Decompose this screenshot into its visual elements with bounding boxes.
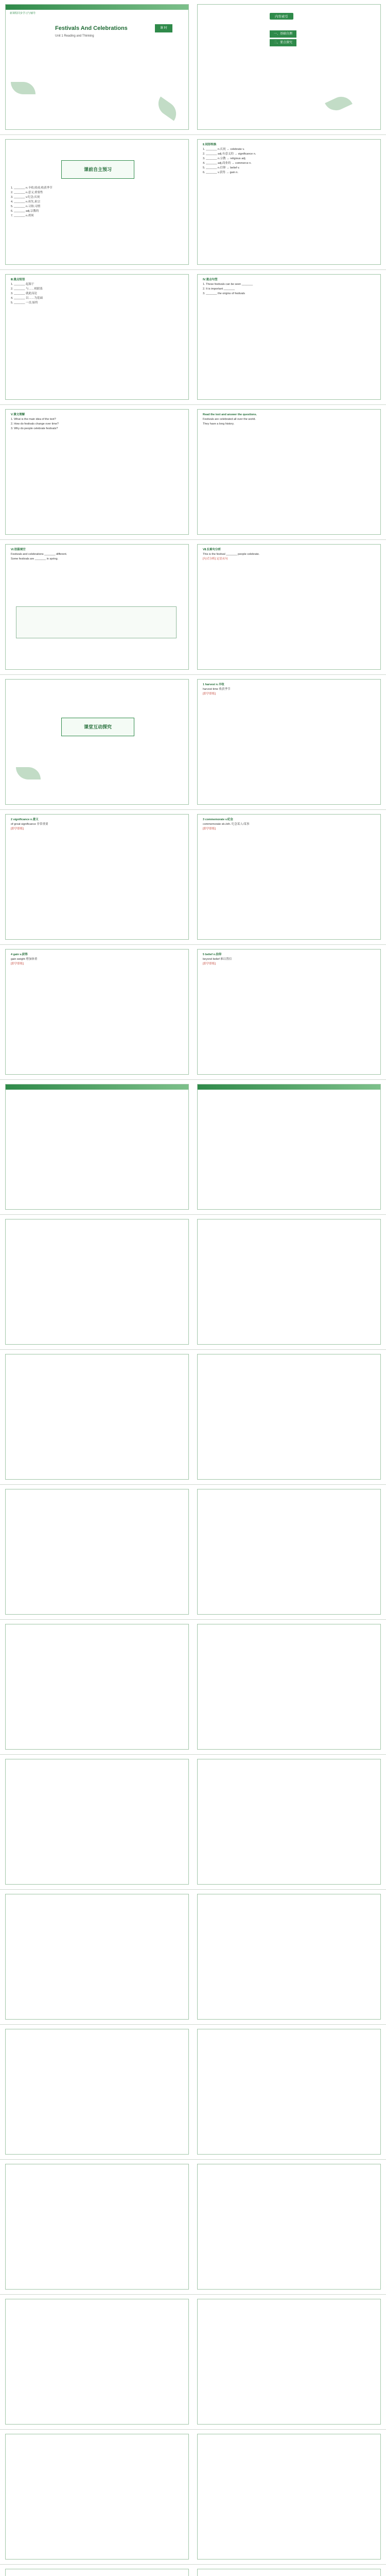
row-9 xyxy=(0,1080,386,1215)
word-line: 1. _______ n.庆祝 → celebrate v. xyxy=(203,148,245,151)
vocab-line: 3. _______ v.纪念;庆祝 xyxy=(11,196,40,199)
content-slide xyxy=(5,2434,189,2560)
point-line: of great significance 非常重要 xyxy=(11,823,48,826)
content-slide xyxy=(5,2569,189,2576)
point-heading: 3 commemorate v.纪念 xyxy=(203,818,233,821)
section-heading: Ⅱ.词形转换 xyxy=(203,143,217,146)
point-line: gain weight 增加体重 xyxy=(11,958,38,961)
question-line: 3. Why do people celebrate festivals? xyxy=(11,427,58,430)
row-19 xyxy=(0,2430,386,2565)
row-16 xyxy=(0,2025,386,2160)
point-slide-1 xyxy=(197,679,381,805)
section-heading: Ⅳ.重点句型 xyxy=(203,278,218,281)
point-heading: 5 belief n.信仰 xyxy=(203,953,222,956)
point-line: harvest time 收获季节 xyxy=(203,688,231,691)
point-slide-4 xyxy=(5,949,189,1075)
row-12 xyxy=(0,1485,386,1620)
point-list xyxy=(198,950,380,967)
cover-title: Festivals And Celebrations xyxy=(55,25,128,31)
row-6 xyxy=(0,675,386,810)
vocab-line: 6. _______ adj.宗教的 xyxy=(11,210,39,213)
cloze-slide xyxy=(5,544,189,670)
reading-slide xyxy=(197,409,381,535)
content-slide xyxy=(197,2569,381,2576)
row-14 xyxy=(0,1755,386,1890)
sentence-line: 3. _______ the origins of festivals xyxy=(203,292,245,295)
reading-list xyxy=(198,410,380,427)
reading-line: Festivals are celebrated all over the world. xyxy=(203,418,256,421)
content-slide xyxy=(5,1894,189,2020)
point-slide-2 xyxy=(5,814,189,940)
row-3 xyxy=(0,270,386,405)
question-line: 2. How do festivals change over time? xyxy=(11,422,59,426)
content-slide xyxy=(197,2299,381,2425)
point-list xyxy=(6,950,188,967)
point-line: beyond belief 难以置信 xyxy=(203,958,232,961)
row-20 xyxy=(0,2565,386,2576)
content-slide xyxy=(197,2434,381,2560)
leaf-decoration xyxy=(16,767,41,779)
content-slide xyxy=(197,2164,381,2290)
row-4 xyxy=(0,405,386,540)
practice-label: [即学即练] xyxy=(203,827,216,831)
sentence-line: 1. These festivals can be seen _______ xyxy=(203,283,253,286)
content-slide xyxy=(197,1489,381,1615)
phrase-slide xyxy=(5,274,189,400)
word-line: 2. _______ adj.有意义的 → significance n. xyxy=(203,152,256,156)
slide-top-bar xyxy=(6,1084,188,1090)
index-slide xyxy=(197,4,381,130)
vocab-list xyxy=(6,140,188,218)
word-line: 5. _______ n.信仰 → belief v. xyxy=(203,166,240,170)
row-5 xyxy=(0,540,386,675)
cover-unit-line: Unit 1 Reading and Thinking xyxy=(55,35,94,38)
content-slide xyxy=(5,1084,189,1210)
vocab-line: 4. _______ n.祖先,祖宗 xyxy=(11,200,41,204)
leaf-decoration xyxy=(325,93,353,114)
word-line: 6. _______ v.获得 → gain n. xyxy=(203,171,238,174)
point-line: commemorate sb./sth. 纪念某人/某事 xyxy=(203,823,250,826)
content-slide xyxy=(197,1084,381,1210)
content-slide xyxy=(197,1219,381,1345)
slide-top-bar xyxy=(198,1084,380,1090)
point-heading: 1 harvest n.丰收 xyxy=(203,683,224,686)
row-11 xyxy=(0,1350,386,1485)
leaf-decoration xyxy=(11,82,36,94)
preview-slide xyxy=(5,139,189,265)
leaf-decoration xyxy=(153,96,181,121)
slide-top-bar xyxy=(6,5,188,10)
index-item[interactable]: 一、基础自测 xyxy=(270,30,296,38)
practice-label: [即学即练] xyxy=(11,962,24,965)
analysis-note: [句式分析] 定语从句 xyxy=(203,557,228,561)
cloze-line: Festivals and celebrations _______ different. xyxy=(11,553,67,556)
section-heading: Ⅶ.长难句分析 xyxy=(203,548,221,551)
row-13 xyxy=(0,1620,386,1755)
cloze-list xyxy=(6,545,188,562)
content-slide xyxy=(197,1759,381,1885)
content-slide xyxy=(5,1354,189,1480)
content-slide xyxy=(197,1354,381,1480)
analysis-slide xyxy=(197,544,381,670)
section-heading: Ⅵ.语篇填空 xyxy=(11,548,26,551)
vocab-line: 5. _______ n.习俗;习惯 xyxy=(11,205,41,208)
point-list xyxy=(6,815,188,832)
content-slide xyxy=(197,2029,381,2155)
practice-label: [即学即练] xyxy=(11,827,24,831)
row-17 xyxy=(0,2160,386,2295)
row-10 xyxy=(0,1215,386,1350)
point-heading: 4 gain v.获得 xyxy=(11,953,28,956)
index-item[interactable]: 二、要点探究 xyxy=(270,39,296,46)
phrase-list xyxy=(6,275,188,306)
row-8 xyxy=(0,945,386,1080)
content-slide xyxy=(5,1489,189,1615)
phrase-line: 3. _______ 就此而论 xyxy=(11,292,38,295)
sentence-slide xyxy=(197,274,381,400)
word-form-slide xyxy=(197,139,381,265)
content-slide xyxy=(5,2299,189,2425)
phrase-line: 5. _______ 一直;始终 xyxy=(11,301,38,304)
row-7 xyxy=(0,810,386,945)
row-1 xyxy=(0,0,386,135)
vocab-line: 2. _______ n.意义;重要性 xyxy=(11,191,43,194)
point-list xyxy=(198,815,380,832)
analysis-list xyxy=(198,545,380,562)
publisher-label: 新课程同步学习与辅导 xyxy=(10,12,36,15)
content-slide xyxy=(5,1759,189,1885)
phrase-line: 4. _______ 以……为基础 xyxy=(11,297,43,300)
point-slide-5 xyxy=(197,949,381,1075)
sentence-list xyxy=(198,275,380,296)
question-line: 1. What is the main idea of the text? xyxy=(11,418,56,421)
word-line: 4. _______ adj.商业的 → commerce n. xyxy=(203,162,252,165)
cloze-line: Some festivals are _______ in spring. xyxy=(11,557,59,561)
sentence-line: 2. It is important _______ xyxy=(203,287,235,291)
analysis-line: This is the festival _______ people celebrate. xyxy=(203,553,260,556)
row-15 xyxy=(0,1890,386,2025)
vocab-line: 7. _______ n.胡须 xyxy=(11,214,34,217)
word-line: 3. _______ n.宗教 → religious adj. xyxy=(203,157,247,160)
cover-subtitle: 课 时 xyxy=(155,24,172,32)
comprehension-slide xyxy=(5,409,189,535)
row-2 xyxy=(0,135,386,270)
section-heading: Ⅴ.课文理解 xyxy=(11,413,25,416)
content-slide xyxy=(197,1624,381,1750)
index-tag: 内容索引 xyxy=(270,13,293,20)
point-slide-3 xyxy=(197,814,381,940)
practice-label: [即学即练] xyxy=(203,692,216,696)
content-slide xyxy=(5,1624,189,1750)
diagram-box xyxy=(16,606,177,638)
comprehension-list xyxy=(6,410,188,431)
row-18 xyxy=(0,2295,386,2430)
content-slide xyxy=(5,2164,189,2290)
section-title: 课堂互动探究 xyxy=(61,718,134,736)
vocab-line: 1. _______ n.丰收,收成;收获季节 xyxy=(11,187,52,190)
interactive-title-slide xyxy=(5,679,189,805)
point-list xyxy=(198,680,380,697)
point-heading: 2 significance n.意义 xyxy=(11,818,39,821)
word-form-list xyxy=(198,140,380,175)
section-heading: Read the text and answer the questions. xyxy=(203,413,257,416)
practice-label: [即学即练] xyxy=(203,962,216,965)
cover-slide xyxy=(5,4,189,130)
reading-line: They have a long history. xyxy=(203,422,235,426)
phrase-line: 2. _______ 与……相联系 xyxy=(11,287,43,291)
content-slide xyxy=(5,2029,189,2155)
section-title: 课前自主预习 xyxy=(61,160,134,179)
content-slide xyxy=(197,1894,381,2020)
phrase-line: 1. _______ 起源于 xyxy=(11,283,34,286)
section-heading: Ⅲ.重点短语 xyxy=(11,278,25,281)
content-slide xyxy=(5,1219,189,1345)
